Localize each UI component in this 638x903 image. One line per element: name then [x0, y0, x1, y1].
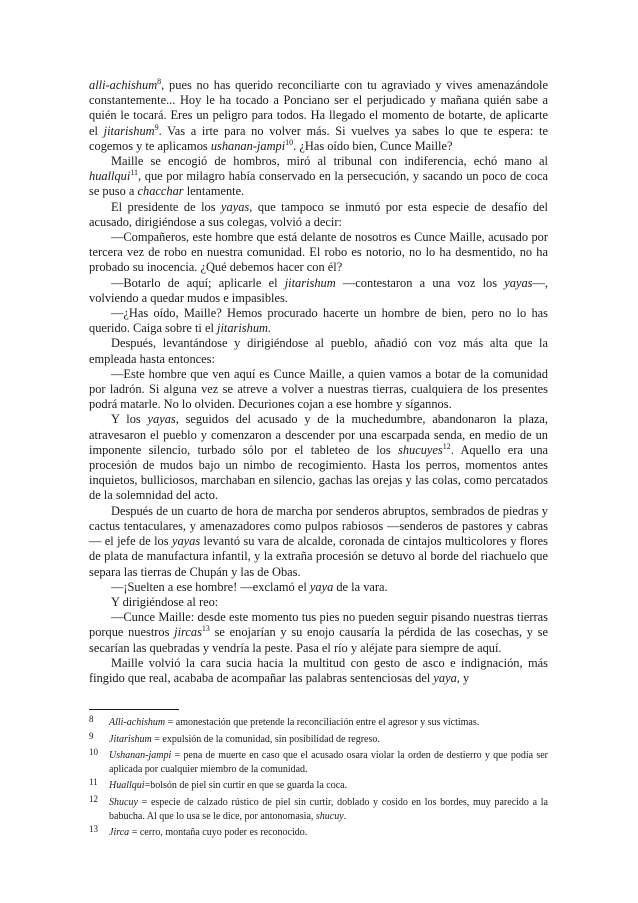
italic-term: Shucuy: [109, 796, 138, 808]
italic-term: ushanan-jampi: [210, 138, 286, 153]
text-run: . Vas a irte para no volver más. Si vuelves ya sabes lo que te espera: te cogemos y te aplicamos: [89, 123, 548, 153]
italic-term: jitarishum: [284, 275, 336, 290]
italic-term: yayas: [504, 275, 533, 290]
italic-term: Jitarishum: [109, 733, 152, 745]
text-run: = amonestación que pretende la reconciliación entre el agresor y sus víctimas.: [165, 717, 480, 728]
paragraph: [89, 367, 548, 413]
footnote-number: 10: [89, 747, 98, 758]
italic-term: yayas: [171, 534, 201, 549]
footnote: [89, 793, 548, 823]
paragraph: [89, 78, 548, 154]
text-run: —Cunce Maille: desde este momento tus pies no pueden seguir pisando nuestras tierras porque nuestros: [89, 610, 548, 640]
paragraph: [89, 276, 548, 306]
text-run: Y los: [111, 412, 148, 427]
paragraph: [89, 200, 548, 230]
footnote-ref: 9: [154, 122, 159, 132]
paragraph: [89, 595, 548, 610]
text-run: = pena de muerte en caso que el acusado osara violar la orden de destierro y que podía ser aplicada por cualquier miembro de la comunidad.: [109, 750, 548, 775]
italic-term: shucuy: [315, 810, 344, 822]
paragraph: [89, 610, 548, 656]
italic-term: Alli-achishum: [109, 717, 166, 728]
footnote-ref: 12: [442, 441, 451, 451]
paragraph: [89, 336, 548, 366]
footnote: [89, 730, 548, 747]
footnotes: [89, 716, 548, 840]
text-run: , y: [456, 670, 470, 685]
italic-term: shucuyes: [398, 442, 443, 457]
italic-term: jitarishum: [103, 123, 155, 138]
italic-term: huallqui: [89, 169, 131, 184]
italic-term: yayas: [147, 412, 176, 427]
footnote: [89, 716, 548, 730]
text-run: = cerro, montaña cuyo poder es reconocido.: [129, 827, 308, 839]
footnote: [89, 779, 548, 793]
text-run: de la vara.: [333, 579, 388, 594]
text-run: , pues no has querido reconciliarte con tu agraviado y vives amenazándole constantemente... Hoy le ha tocado a Ponciano ser el perjudicado y mañana quién sabe a quién le tocará. Eres un peligro para todos. Ha llegado el momento de botarte, de aplicarte el: [89, 78, 548, 138]
footnote-ref: 11: [130, 168, 139, 178]
footnote-number: 12: [89, 793, 98, 804]
footnote-number: 13: [89, 824, 98, 835]
text-run: = expulsión de la comunidad, sin posibilidad de regreso.: [151, 733, 380, 745]
text-run: = especie de calzado rústico de piel sin curtir, doblado y cosido en los bordes, muy parecido a la babucha. Al que lo usa se le dice, por antonomasia,: [109, 796, 548, 822]
text-run: se enojarían y su enojo causaría la pérdida de las cosechas, y se secarían las quebradas y vendría la peste. Pasa el río y aléjate para siempre de aquí.: [89, 625, 548, 655]
text-run: , seguidos del acusado y de la muchedumbre, abandonaron la plaza, atravesaron el pueblo y comenzaron a descender por una escarpada senda, en medio de un imponente silencio, turbado sólo por el tableteo de los: [89, 412, 548, 457]
italic-term: jircas: [174, 625, 202, 640]
paragraph: [89, 656, 548, 686]
italic-term: alli-achishum: [89, 78, 158, 92]
text-run: . Aquello era una procesión de mudos bajo un nimbo de recogimiento. Hasta los perros, momentos antes inquietos, bulliciosos, marchaban en silencio, gachas las orejas y las colas, como percatados de la solemnidad del acto.: [89, 442, 549, 503]
text-run: levantó su vara de alcalde, coronada de cintajos multicolores y flores de plata de manufactura infantil, y la extraña procesión se detuvo al borde del riachuelo que separa las tierras de Chupán y las de Obas.: [89, 534, 548, 579]
paragraph: [89, 154, 548, 200]
footnote-number: 11: [89, 777, 98, 788]
italic-term: Huallqui: [109, 780, 145, 792]
footnote-number: 8: [89, 714, 94, 724]
text-run: .: [343, 810, 347, 822]
text-run: , que por milagro había conservado en la persecución, y sacando un poco de coca se puso a: [89, 169, 548, 199]
italic-term: yaya: [309, 579, 334, 594]
footnote-ref: 8: [157, 76, 162, 86]
text-run: Y dirigiéndose al reo:: [111, 594, 219, 609]
text-run: Después, levantándose y dirigiéndose al pueblo, añadió con voz más alta que la empleada hasta entonces:: [89, 336, 548, 366]
italic-term: Jirca: [109, 827, 130, 839]
footnote: [89, 826, 548, 840]
text-run: Después de un cuarto de hora de marcha por senderos abruptos, sembrados de piedras y cactus tentaculares, y amenazadores como pulpos rabiosos —senderos de pastores y cabras— el jefe de los: [89, 503, 548, 549]
footnote-separator: [89, 709, 179, 710]
footnote-ref: 10: [285, 137, 294, 147]
text-run: Maille se encogió de hombros, miró al tribunal con indiferencia, echó mano al: [111, 154, 548, 169]
text-run: lentamente.: [183, 184, 245, 199]
text-run: —Botarlo de aquí; aplicarle el: [111, 275, 285, 290]
text-run: Maille volvió la cara sucia hacia la multitud con gesto de asco e indignación, más fingido que real, acababa de acompañar las palabras sentenciosas del: [89, 655, 548, 685]
footnote: [89, 749, 548, 776]
italic-term: yaya: [433, 670, 457, 685]
footnote-ref: 13: [201, 624, 210, 634]
paragraph: [89, 306, 548, 336]
body-text: [89, 78, 548, 686]
text-run: —contestaron a una voz los: [335, 275, 505, 290]
text-run: —¿Has oído, Maille? Hemos procurado hacerte un hombre de bien, pero no lo has querido. Caiga sobre ti el: [89, 306, 548, 336]
italic-term: Ushanan-jampi: [109, 750, 172, 762]
text-run: El presidente de los: [111, 199, 222, 214]
text-run: —¡Suelten a ese hombre! —exclamó el: [111, 579, 310, 594]
text-run: . ¿Has oído bien, Cunce Maille?: [293, 138, 453, 153]
paragraph: [89, 412, 548, 503]
text-run: =bolsón de piel sin curtir en que se guarda la coca.: [144, 780, 348, 792]
paragraph: [89, 504, 548, 580]
text-run: —, volviendo a quedar mudos e impasibles.: [89, 275, 548, 305]
text-run: —Este hombre que ven aquí es Cunce Maille, a quien vamos a botar de la comunidad por ladrón. Si alguna vez se atreve a volver a nuestras tierras, cualquiera de los presentes podrá matarle. No lo olviden. Decuriones cojan a ese hombre y sígannos.: [89, 366, 548, 412]
text-run: , que tampoco se inmutó por esta especie de desafío del acusado, dirigiéndose a sus colegas, volvió a decir:: [89, 199, 548, 229]
text-run: —Compañeros, este hombre que está delante de nosotros es Cunce Maille, acusado por tercera vez de robo en nuestra comunidad. El robo es notorio, no lo ha desmentido, no ha probado su inocencia. ¿Qué debemos hacer con él?: [89, 230, 548, 275]
footnote-number: 9: [89, 730, 94, 741]
italic-term: chacchar: [137, 184, 184, 199]
italic-term: jitarishum.: [217, 321, 272, 336]
paragraph: [89, 580, 548, 595]
paragraph: [89, 230, 548, 276]
italic-term: yayas: [221, 199, 250, 214]
